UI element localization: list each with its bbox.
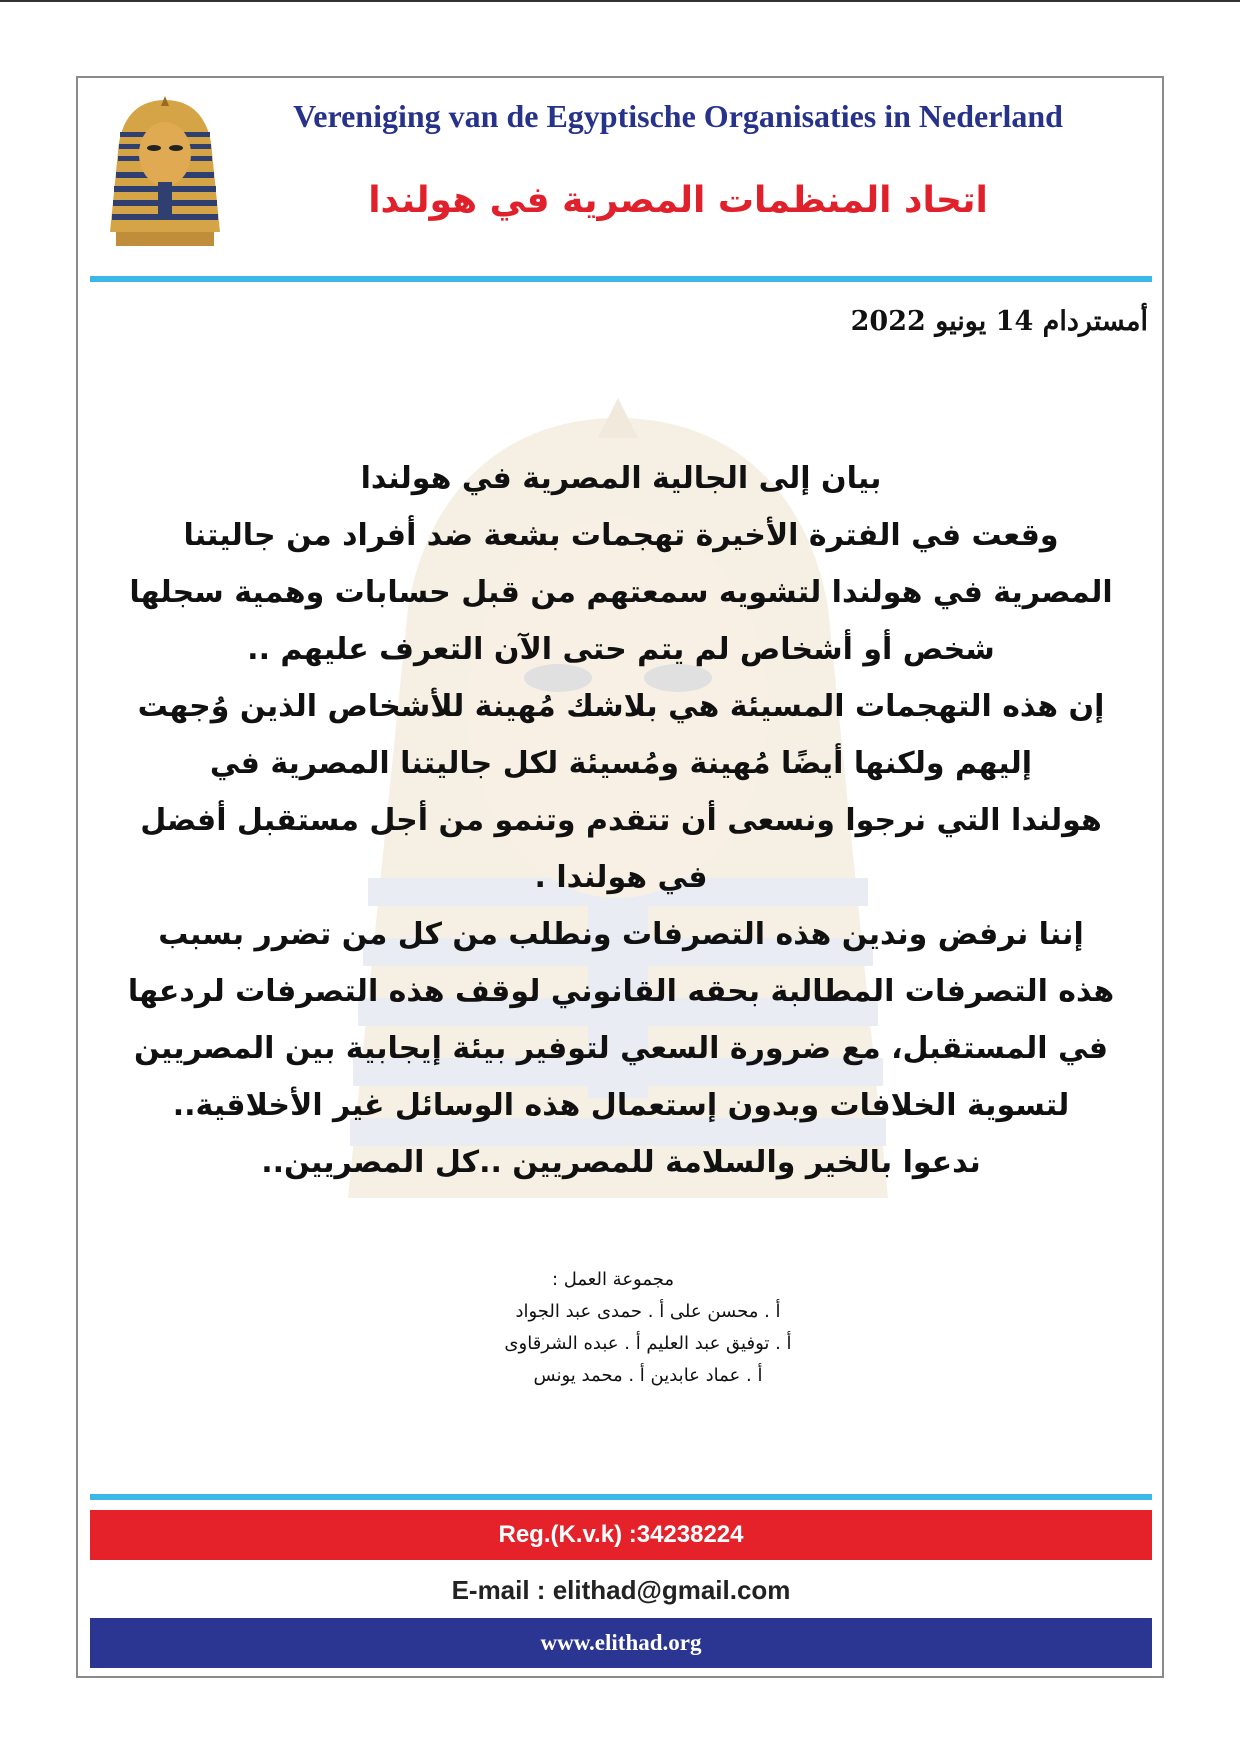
statement-line: إن هذه التهجمات المسيئة هي بلاشك مُهينة للأشخاص الذين وُجهت bbox=[137, 689, 1105, 724]
working-group bbox=[378, 1264, 918, 1392]
top-edge-line bbox=[0, 0, 1240, 2]
statement-body bbox=[98, 450, 1144, 1191]
working-group-title: مجموعة العمل : bbox=[551, 1269, 675, 1290]
working-group-member-line: أ . توفيق عبد العليم أ . عبده الشرقاوى bbox=[504, 1333, 792, 1354]
statement-line: المصرية في هولندا لتشويه سمعتهم من قبل حسابات وهمية سجلها bbox=[129, 575, 1113, 610]
statement-line: في هولندا . bbox=[534, 860, 708, 895]
statement-line: إليهم ولكنها أيضًا مُهينة ومُسيئة لكل جاليتنا المصرية في bbox=[209, 746, 1033, 781]
statement-line: هذه التصرفات المطالبة بحقه القانوني لوقف هذه التصرفات لردعها bbox=[127, 974, 1115, 1009]
tutankhamun-mask-icon bbox=[106, 92, 224, 254]
statement-line: بيان إلى الجالية المصرية في هولندا bbox=[360, 461, 882, 496]
registration-bar: Reg.(K.v.k) :34238224 bbox=[90, 1510, 1152, 1560]
date-line: أمستردام 14 يونيو 2022 bbox=[850, 306, 1148, 337]
website-bar: www.elithad.org bbox=[90, 1618, 1152, 1668]
header-divider bbox=[90, 276, 1152, 282]
statement-line: وقعت في الفترة الأخيرة تهجمات بشعة ضد أفراد من جاليتنا bbox=[183, 518, 1059, 553]
email-line: E-mail : elithad@gmail.com bbox=[451, 1575, 791, 1605]
statement-line: في المستقبل، مع ضرورة السعي لتوفير بيئة إيجابية بين المصريين bbox=[133, 1031, 1108, 1066]
footer-divider bbox=[90, 1494, 1152, 1500]
working-group-member-line: أ . محسن على أ . حمدى عبد الجواد bbox=[515, 1301, 781, 1322]
statement-line: إننا نرفض وندين هذه التصرفات ونطلب من كل من تضرر بسبب bbox=[158, 917, 1084, 952]
org-name-arabic: اتحاد المنظمات المصرية في هولندا bbox=[368, 180, 988, 221]
letterhead-page bbox=[76, 76, 1164, 1678]
statement-line: ندعوا بالخير والسلامة للمصريين ..كل المصريين.. bbox=[261, 1145, 981, 1180]
working-group-member-line: أ . عماد عابدين أ . محمد يونس bbox=[533, 1365, 763, 1386]
statement-line: هولندا التي نرجوا ونسعى أن تتقدم وتنمو من أجل مستقبل أفضل bbox=[140, 803, 1102, 838]
statement-line: شخص أو أشخاص لم يتم حتى الآن التعرف عليهم .. bbox=[247, 632, 995, 667]
statement-line: لتسوية الخلافات وبدون إستعمال هذه الوسائل غير الأخلاقية.. bbox=[172, 1088, 1070, 1123]
org-name-dutch: Vereniging van de Egyptische Organisaties in Nederland bbox=[293, 98, 1063, 134]
